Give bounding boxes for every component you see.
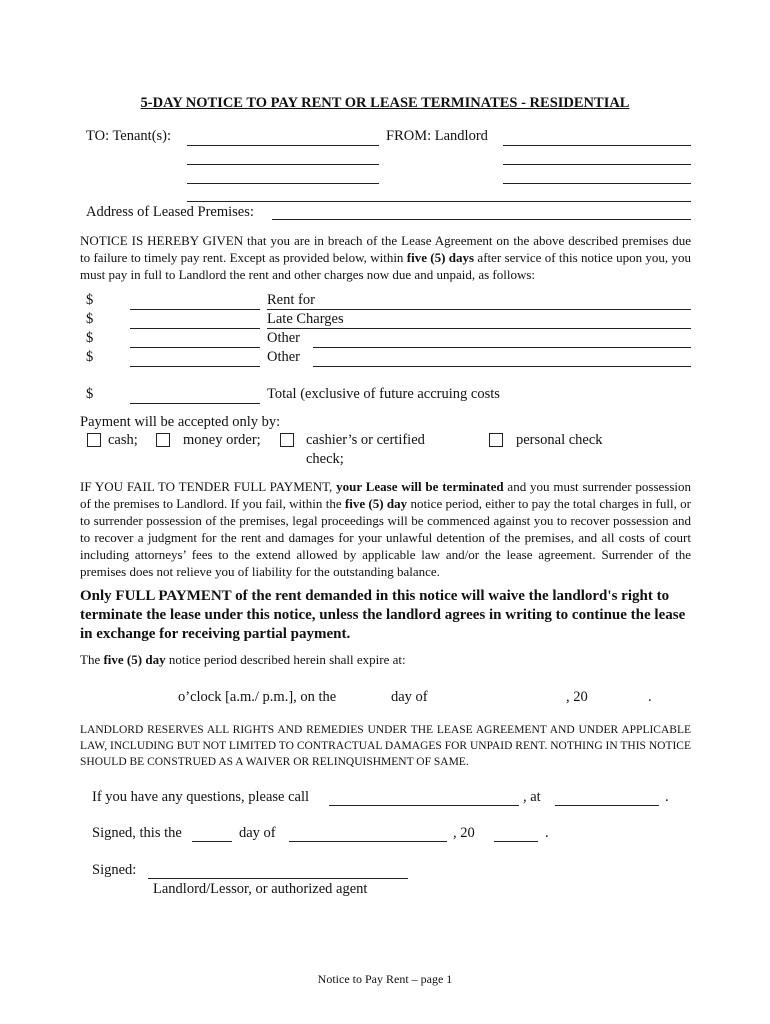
tenant-name-field-2[interactable] [187, 164, 379, 165]
signed-year-field[interactable] [494, 841, 538, 842]
charge-item-label: Rent for [267, 292, 315, 308]
charge-item-label: Other [267, 330, 301, 346]
landlord-name-field-3[interactable] [503, 183, 691, 184]
signed-month-field[interactable] [289, 841, 447, 842]
other-amount-field-1[interactable] [130, 347, 260, 348]
signed-year-label: , 20 [453, 825, 475, 841]
rent-for-field[interactable] [267, 309, 691, 310]
currency-symbol: $ [86, 386, 94, 402]
currency-symbol: $ [86, 349, 94, 365]
page-title: 5-DAY NOTICE TO PAY RENT OR LEASE TERMINATES - RESIDENTIAL [140, 95, 630, 111]
currency-symbol: $ [86, 330, 94, 346]
tenant-name-field-3[interactable] [187, 183, 379, 184]
address-label: Address of Leased Premises: [86, 204, 254, 220]
from-landlord-label: FROM: Landlord [386, 128, 488, 144]
late-charges-field[interactable] [267, 328, 691, 329]
rent-amount-field[interactable] [130, 309, 260, 310]
expire-sentence: The five (5) day notice period described herein shall expire at: [80, 652, 406, 667]
expire-year-label: , 20 [566, 689, 588, 705]
tenant-name-field-1[interactable] [187, 145, 379, 146]
failure-paragraph: IF YOU FAIL TO TENDER FULL PAYMENT, your Lease will be terminated and you must surrender possession of the premises to Landlord. If you fail, within the five (5) day notice period, either to pay the total charges in full, or to surrender possession of the premises, legal proceedings will be commenced against you to recover possession and to recover a judgment for the rent and damages for your unlawful detention of the premises, and all costs of court including attorneys’ fees to the extend allowed by applicable law and/or the lease agreement. Surrender of the premises does not relieve you of liability for the outstanding balance. [80, 479, 691, 579]
other-description-field-1[interactable] [313, 347, 691, 348]
signed-day-of-label: day of [239, 825, 276, 841]
page-footer: Notice to Pay Rent – page 1 [317, 972, 453, 986]
other-amount-field-2[interactable] [130, 366, 260, 367]
signed-period: . [545, 825, 549, 841]
to-tenants-label: TO: Tenant(s): [86, 128, 172, 144]
questions-at-label: , at [523, 789, 541, 805]
expire-day-of-label: day of [391, 689, 428, 705]
cashiers-check-label: cashier’s or certified [306, 432, 425, 448]
contact-phone-field[interactable] [555, 805, 659, 806]
money-order-label: money order; [183, 432, 261, 448]
other-description-field-2[interactable] [313, 366, 691, 367]
full-payment-paragraph: Only FULL PAYMENT of the rent demanded in this notice will waive the landlord's right to terminate the lease under this notice, unless the landlord agrees in writing to continue the lease in exchange for receiving partial payment. [80, 588, 686, 642]
charge-item-label: Other [267, 349, 301, 365]
reserves-paragraph: LANDLORD RESERVES ALL RIGHTS AND REMEDIES UNDER THE LEASE AGREEMENT AND UNDER APPLICABLE LAW, INCLUDING BUT NOT LIMITED TO CONTRACTUAL DAMAGES FOR UNPAID RENT. NOTHING IN THIS NOTICE SHOULD BE CONSTRUED AS A WAIVER OR RELINQUISHMENT OF SAME. [80, 724, 691, 768]
contact-name-field[interactable] [329, 805, 519, 806]
signature-caption: Landlord/Lessor, or authorized agent [153, 881, 368, 897]
signature-field[interactable] [148, 878, 408, 879]
address-field-1[interactable] [187, 201, 691, 202]
expire-period: . [648, 689, 652, 705]
cash-checkbox[interactable] [87, 433, 101, 447]
signed-this-label: Signed, this the [92, 825, 182, 841]
landlord-name-field-1[interactable] [503, 145, 691, 146]
money-order-checkbox[interactable] [156, 433, 170, 447]
total-amount-field[interactable] [130, 403, 260, 404]
cash-label: cash; [108, 432, 138, 448]
signed-label: Signed: [92, 862, 137, 878]
signed-day-field[interactable] [192, 841, 232, 842]
currency-symbol: $ [86, 292, 94, 308]
questions-period: . [665, 789, 669, 805]
address-field-2[interactable] [272, 219, 691, 220]
oclock-label: o’clock [a.m./ p.m.], on the [178, 689, 337, 705]
personal-check-label: personal check [516, 432, 603, 448]
charge-item-label: Late Charges [267, 311, 344, 327]
total-label: Total (exclusive of future accruing costs [267, 386, 500, 402]
landlord-name-field-2[interactable] [503, 164, 691, 165]
questions-label: If you have any questions, please call [92, 789, 310, 805]
cashiers-check-label-cont: check; [306, 451, 344, 467]
cashiers-check-checkbox[interactable] [280, 433, 294, 447]
late-charges-amount-field[interactable] [130, 328, 260, 329]
personal-check-checkbox[interactable] [489, 433, 503, 447]
notice-paragraph: NOTICE IS HEREBY GIVEN that you are in breach of the Lease Agreement on the above described premises due to failure to timely pay rent. Except as provided below, within five (5) days after service of this notice upon you, you must pay in full to Landlord the rent and other charges now due and unpaid, as follows: [80, 233, 691, 282]
currency-symbol: $ [86, 311, 94, 327]
payment-label: Payment will be accepted only by: [80, 414, 281, 430]
